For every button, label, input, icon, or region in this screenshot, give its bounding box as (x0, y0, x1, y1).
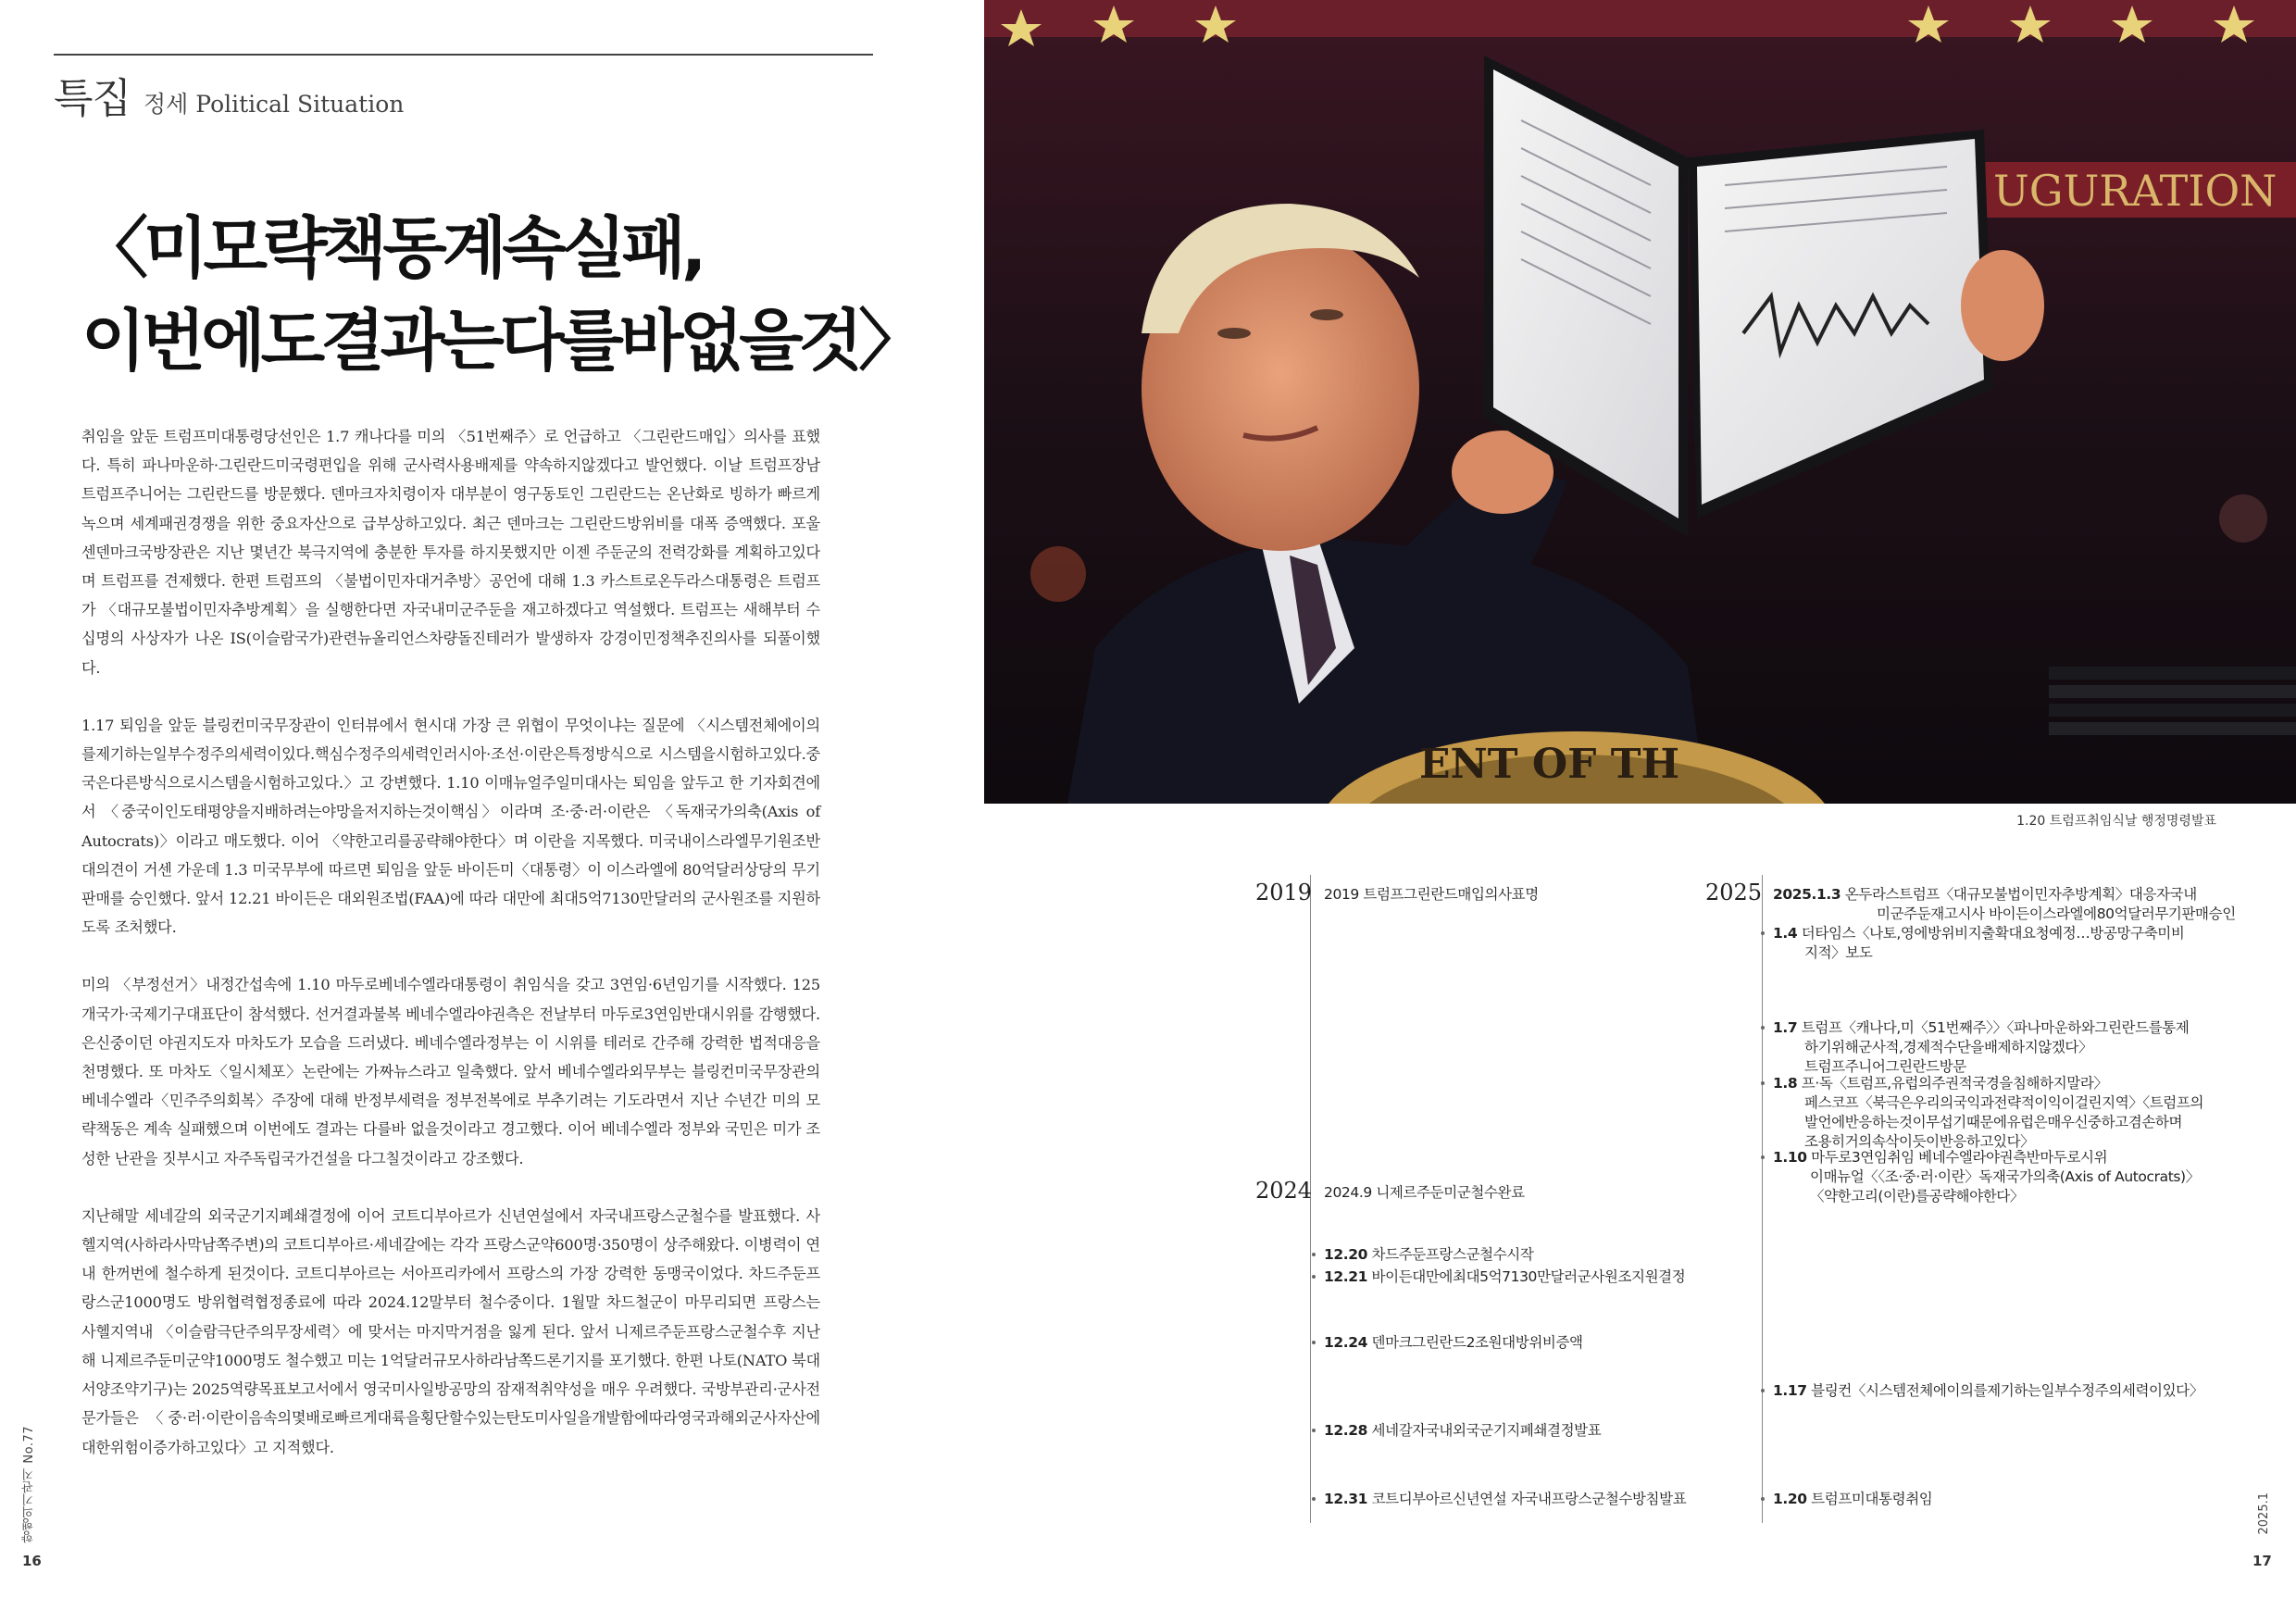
timeline-dot (1761, 931, 1765, 935)
timeline-entry-text: 차드주둔프랑스군철수시작 (1367, 1246, 1534, 1263)
timeline-entry-text: 바이든대만에최대5억7130만달러군사원조지원결정 (1367, 1268, 1686, 1285)
timeline-entry-text: 〈약한고리(이란)를공략해야한다〉 (1810, 1188, 2024, 1205)
timeline-entry (1773, 1490, 1932, 1509)
timeline-entry (1773, 924, 2184, 963)
timeline-entry-text: 2019 트럼프그린란드매입의사표명 (1324, 886, 1539, 903)
timeline-year-2019: 2019 (1255, 880, 1313, 905)
paragraph-3: 미의 〈부정선거〉내정간섭속에 1.10 마두로베네수엘라대통령이 취임식을 갖고 3연임·6년임기를 시작했다. 125개국가·국제기구대표단이 참석했다. 선거결과불복 베네수엘라야권측은 전날부터 마두로3연임반대시위를 감행했다. 은신중이던 야권지도자 마차도가 모습을 드러냈다. 베네수엘라정부는 이 시위를 테러로 간주해 강력한 법적대응을 천명했다. 또 마차도〈일시체포〉논란에는 가짜뉴스라고 일축했다. 앞서 베네수엘라외무부는 블링컨미국무장관의 베네수엘라〈민주주의회복〉주장에 대해 반정부세력을 정부전복에로 부추기려는 기도라면서 지난 수년간 미의 모략책동은 계속 실패했으며 이번에도 결과는 다를바 없을것이라고 경고했다. 이어 베네수엘라 정부와 국민은 미가 조성한 난관을 짓부시고 자주독립국가건설을 다그칠것이라고 강조했다. (81, 976, 820, 1167)
timeline-date: 12.31 (1324, 1491, 1368, 1507)
timeline-date: 1.8 (1773, 1075, 1798, 1092)
timeline-date: 12.28 (1324, 1422, 1368, 1439)
photo-illustration (984, 0, 2296, 804)
timeline-entry (1324, 1421, 1601, 1441)
timeline-date: 1.10 (1773, 1149, 1807, 1166)
page-number-right: 17 (2252, 1553, 2272, 1569)
section-subtitle: 정세 Political Situation (144, 91, 405, 118)
timeline-entry-text: 덴마크그린란드2조원대방위비증액 (1367, 1334, 1583, 1351)
timeline-entry (1773, 1381, 2203, 1401)
timeline-entry (1773, 885, 2236, 924)
timeline-date: 12.21 (1324, 1268, 1368, 1285)
paragraph-1: 취임을 앞둔 트럼프미대통령당선인은 1.7 캐나다를 미의 〈51번째주〉로 언급하고 〈그린란드매입〉의사를 표했다. 특히 파나마운하·그린란드미국령편입을 위해 군사력사용배제를 약속하지않겠다고 발언했다. 이날 트럼프장남 트럼프주니어는 그린란드를 방문했다. 덴마크자치령이자 대부분이 영구동토인 그린란드는 온난화로 빙하가 빠르게 녹으며 세계패권경쟁을 위한 중요자산으로 급부상하고있다. 최근 덴마크는 그린란드방위비를 대폭 증액했다. 포울센덴마크국방장관은 지난 몇년간 북극지역에 충분한 투자를 하지못했지만 이젠 주둔군의 전력강화를 계획하고있다며 트럼프를 견제했다. 한편 트럼프의 〈불법이민자대거추방〉공언에 대해 1.3 카스트로온두라스대통령은 트럼프가 〈대규모불법이민자추방계획〉을 실행한다면 자국내미군주둔을 재고하겠다고 역설했다. 트럼프는 새해부터 수십명의 사상자가 나온 IS(이슬람국가)관련뉴올리언스차량돌진테러가 발생하자 강경이민정책추진의사를 되풀이했다. (81, 428, 820, 677)
timeline-entry (1324, 885, 1539, 905)
timeline-entry-text: 트럼프〈캐나다,미〈51번째주〉〉〈파나마운하와그린란드를통제 (1797, 1019, 2190, 1036)
timeline-entry (1324, 1183, 1525, 1203)
timeline-dot (1312, 1275, 1316, 1279)
article-headline (81, 202, 921, 387)
paragraph-4: 지난해말 세네갈의 외국군기지폐쇄결정에 이어 코트디부아르가 신년연설에서 자국내프랑스군철수를 발표했다. 사헬지역(사하라사막남쪽주변)의 코트디부아르·세네갈에는 각각 프랑스군약600명·350명이 상주해왔다. 이병력이 연내 한꺼번에 철수하게 된것이다. 코트디부아르는 서아프리카에서 프랑스의 가장 강력한 동맹국이었다. 차드주둔프랑스군1000명도 방위협력협정종료에 따라 2024.12말부터 철수중이다. 1월말 차드철군이 마무리되면 프랑스는 사헬지역내 〈이슬람극단주의무장세력〉에 맞서는 마지막거점을 잃게 된다. 앞서 니제르주둔프랑스군철수후 지난해 니제르주둔미군약1000명도 철수했고 미는 1억달러규모사하라남쪽드론기지를 포기했다. 한편 나토(NATO 북대서양조약기구)는 2025역량목표보고서에서 영국미사일방공망의 잠재적취약성을 매우 우려했다. 국방부관리·군사전문가들은 〈중·러·이란이음속의몇배로빠르게대륙을횡단할수있는탄도미사일을개발함에따라영국과해외군사자산에대한위험이증가하고있다〉고 지적했다. (81, 1206, 820, 1456)
timeline-entry-text: 미군주둔재고시사 바이든이스라엘에80억달러무기판매승인 (1877, 905, 2236, 922)
timeline-year-2024: 2024 (1255, 1178, 1313, 1204)
timeline-entry (1324, 1490, 1686, 1509)
timeline-dot (1761, 1497, 1765, 1501)
timeline-entry-text: 온두라스트럼프〈대규모불법이민자추방계획〉대응자국내 (1841, 886, 2197, 903)
section-title: 특집 (54, 75, 131, 122)
timeline-dot (1312, 1429, 1316, 1432)
timeline-entry-text: 조용히거의속삭이듯이반응하고있다〉 (1804, 1133, 2035, 1150)
top-rule (54, 54, 873, 56)
photo-caption: 1.20 트럼프취임식날 행정명령발표 (2016, 814, 2216, 829)
timeline-dot (1761, 1026, 1765, 1030)
headline-line-2: 이번에도결과는다를바없을것〉 (81, 302, 921, 380)
timeline-date: 2025.1.3 (1773, 886, 1841, 903)
timeline-date: 1.17 (1773, 1382, 1807, 1399)
section-header (54, 65, 404, 124)
timeline-entry (1773, 1074, 2203, 1152)
timeline-entry-text: 코트디부아르신년연설 자국내프랑스군철수방침발표 (1367, 1491, 1687, 1507)
timeline-entry (1773, 1018, 2189, 1077)
page-number-left: 16 (22, 1553, 42, 1569)
timeline-dot (1312, 1341, 1316, 1344)
timeline-entry (1324, 1267, 1685, 1287)
timeline-entry-text: 발언에반응하는것이무섭기때문에유럽은매우신중하고겸손하며 (1804, 1114, 2183, 1130)
timeline-entry-text: 블링컨〈시스템전체에이의를제기하는일부수정주의세력이있다〉 (1806, 1382, 2203, 1399)
timeline-entry-text: 프·독〈트럼프,유럽의주권적국경을침해하지말라〉 (1797, 1075, 2108, 1092)
timeline-dot (1761, 1389, 1765, 1392)
article-body (81, 422, 820, 1491)
timeline-entry-text: 더타임스〈나토,영에방위비지출확대요청예정…방공망구축미비 (1797, 925, 2185, 942)
timeline-entry-text: 지적〉보도 (1804, 944, 1873, 961)
timeline-date: 1.20 (1773, 1491, 1807, 1507)
timeline-entry-text: 이매뉴얼〈〈조·중·러·이란〉독재국가의축(Axis of Autocrats)〉 (1810, 1168, 2200, 1185)
timeline-date: 1.4 (1773, 925, 1798, 942)
timeline-entry-text: 마두로3연임취임 베네수엘라야권측반마두로시위 (1806, 1149, 2108, 1166)
publication-folio: 향행의기관지 No.77 (22, 1426, 36, 1543)
timeline-dot (1761, 1081, 1765, 1085)
paragraph-2: 1.17 퇴임을 앞둔 블링컨미국무장관이 인터뷰에서 현시대 가장 큰 위협이 무엇이냐는 질문에 〈시스템전체에이의를제기하는일부수정주의세력이있다.핵심수정주의세력인러시아·조선·이란은특정방식으로 시스템을시험하고있다.중국은다른방식으로시스템을시험하고있다.〉고 강변했다. 1.10 이매뉴얼주일미대사는 퇴임을 앞두고 한 기자회견에서 〈중국이인도태평양을지배하려는야망을저지하는것이핵심〉이라며 조·중·러·이란은 〈독재국가의축(Axis of Autocrats)〉이라고 매도했다. 이어 〈약한고리를공략해야한다〉며 이란을 지목했다. 미국내이스라엘무기원조반대의견이 거센 가운데 1.3 미국무부에 따르면 퇴임을 앞둔 바이든미〈대통령〉이 이스라엘에 80억달러상당의 무기판매를 승인했다. 앞서 12.21 바이든은 대외원조법(FAA)에 따라 대만에 최대5억7130만달러의 군사원조를 지원하도록 조처했다. (81, 716, 820, 937)
news-photo (984, 0, 2296, 804)
timeline-entry (1324, 1245, 1533, 1265)
banner-text: UGURATION (1993, 166, 2277, 216)
issue-date-folio: 2025.1 (2257, 1492, 2271, 1535)
seal-text: ENT OF TH (1419, 741, 1680, 788)
timeline-entry (1773, 1148, 2200, 1206)
timeline-dot (1312, 1497, 1316, 1501)
timeline-entry-text: 페스코프〈북극은우리의국익과전략적이익이걸린지역〉〈트럼프의 (1804, 1094, 2204, 1111)
timeline-date: 1.7 (1773, 1019, 1798, 1036)
timeline-dot (1312, 1253, 1316, 1256)
headline-line-1: 〈미모략책동계속실패, (81, 209, 703, 287)
timeline-entry-text: 세네갈자국내외국군기지폐쇄결정발표 (1367, 1422, 1602, 1439)
timeline-year-2025: 2025 (1705, 880, 1763, 905)
timeline-entry-text: 하기위해군사적,경제적수단을배제하지않겠다〉 (1804, 1039, 2093, 1055)
timeline-entry (1324, 1333, 1583, 1353)
timeline-date: 12.20 (1324, 1246, 1368, 1263)
timeline-axis-right (1762, 875, 1763, 1523)
timeline-dot (1761, 1155, 1765, 1159)
timeline-date: 12.24 (1324, 1334, 1368, 1351)
timeline-entry-text: 트럼프주니어그린란드방문 (1804, 1058, 1966, 1075)
timeline-entry-text: 트럼프미대통령취임 (1806, 1491, 1933, 1507)
timeline-entry-text: 2024.9 니제르주둔미군철수완료 (1324, 1184, 1525, 1201)
